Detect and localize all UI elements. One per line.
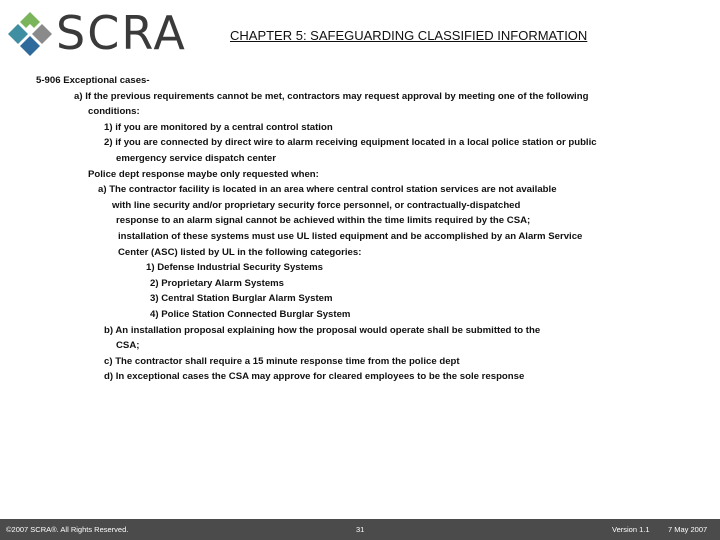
list-item: 2) if you are connected by direct wire to alarm receiving equipment located in a local police station or public: [104, 137, 597, 149]
scra-logo-wordmark: SCRA: [56, 6, 187, 60]
list-item: 1) Defense Industrial Security Systems: [146, 262, 324, 274]
footer-bar: [0, 519, 720, 540]
list-item: 2) Proprietary Alarm Systems: [150, 277, 285, 289]
footer-page-number: 31: [356, 525, 365, 534]
text-line: emergency service dispatch center: [116, 152, 276, 164]
list-item: d) In exceptional cases the CSA may approve for cleared employees to be the sole response: [104, 371, 525, 383]
text-line: with line security and/or proprietary security force personnel, or contractually-dispatched: [112, 199, 521, 211]
text-line: Police dept response maybe only requested when:: [88, 168, 319, 180]
text-line: conditions:: [88, 106, 140, 118]
text-line: response to an alarm signal cannot be achieved within the time limits required by the CSA;: [116, 215, 531, 227]
text-line: installation of these systems must use UL listed equipment and be accomplished by an Alarm Service: [118, 230, 583, 242]
scra-logo: [6, 8, 191, 58]
text-line: a) If the previous requirements cannot be met, contractors may request approval by meeting one of the following: [74, 90, 589, 102]
list-item: 4) Police Station Connected Burglar System: [150, 308, 351, 320]
page-title: CHAPTER 5: SAFEGUARDING CLASSIFIED INFORMATION: [230, 28, 588, 43]
footer-copyright: ©2007 SCRA®. All Rights Reserved.: [6, 525, 129, 534]
section-heading: 5-906 Exceptional cases-: [36, 75, 150, 86]
list-item: c) The contractor shall require a 15 minute response time from the police dept: [104, 355, 460, 367]
list-item: b) An installation proposal explaining how the proposal would operate shall be submitted to the: [104, 324, 541, 336]
footer-version: Version 1.1: [612, 525, 650, 534]
scra-logo-mark: [6, 10, 54, 58]
text-line: Center (ASC) listed by UL in the following categories:: [118, 246, 362, 258]
text-line: CSA;: [116, 340, 140, 352]
list-item: 1) if you are monitored by a central control station: [104, 121, 333, 133]
list-item: a) The contractor facility is located in an area where central control station services are not available: [98, 184, 557, 196]
list-item: 3) Central Station Burglar Alarm System: [150, 293, 333, 305]
document-body: [36, 73, 706, 385]
footer-date: 7 May 2007: [668, 525, 708, 534]
